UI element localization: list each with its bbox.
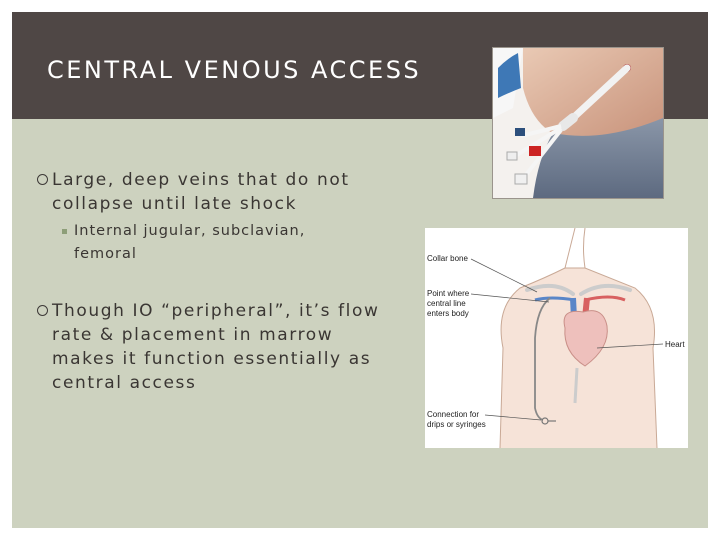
catheter-photo [492,47,664,199]
label-point-where-3: enters body [427,309,469,318]
bullet-1-line-1: Large, deep veins that do not [52,170,350,190]
bullet-2-line-3: makes it function essentially as [52,349,372,369]
label-connection-2: drips or syringes [427,420,486,429]
label-point-where-1: Point where [427,289,470,298]
bullet-2-line-1: Though IO “peripheral”, it’s flow [52,301,380,321]
sub-bullet-line-2: femoral [74,246,137,262]
sub-bullet-line-1: Internal jugular, subclavian, [74,223,306,239]
slide-title: CENTRAL VENOUS ACCESS [47,56,422,84]
central-line-diagram [425,228,688,448]
bullet-1-line-2: collapse until late shock [52,194,298,214]
label-collar-bone: Collar bone [427,254,468,263]
label-heart: Heart [665,340,685,349]
bullet-icon [37,305,48,316]
label-point-where-2: central line [427,299,466,308]
sub-bullet-icon [62,229,67,234]
label-connection-1: Connection for [427,410,480,419]
bullet-2-line-2: rate & placement in marrow [52,325,334,345]
bullet-icon [37,174,48,185]
bullet-2-line-4: central access [52,373,197,393]
